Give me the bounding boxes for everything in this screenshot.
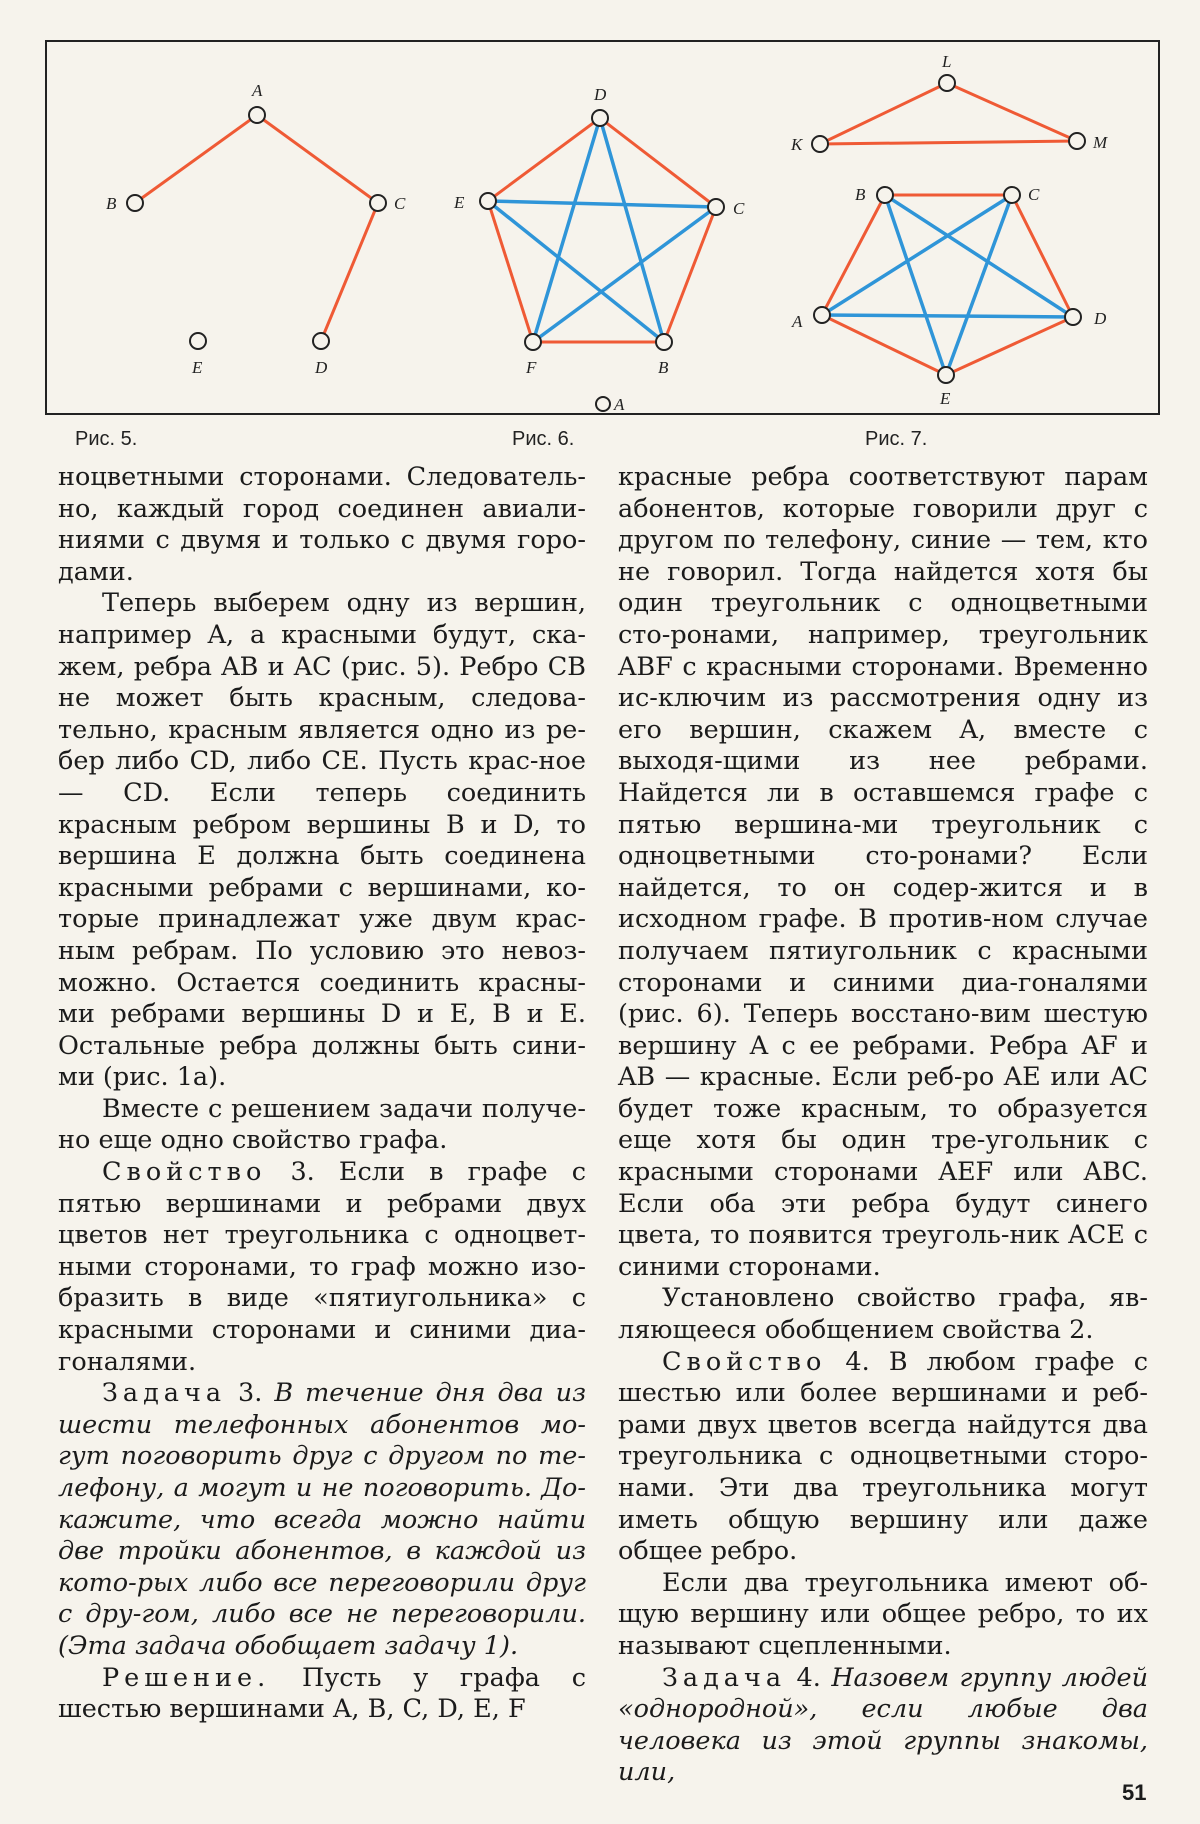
figures-illustration — [0, 0, 1200, 420]
problem-number: 4. — [786, 1662, 832, 1693]
property-heading: Свойство — [662, 1346, 827, 1377]
label-m: M — [1093, 133, 1108, 152]
vertex-e — [190, 333, 206, 349]
label-e: E — [940, 389, 951, 408]
page-number: 51 — [1122, 1780, 1147, 1805]
paragraph: Вместе с решением задачи получе-но еще одно свойство графа. — [58, 1093, 586, 1156]
label-k: K — [791, 135, 803, 154]
figure-5-caption: Рис. 5. — [75, 428, 138, 450]
left-text-column — [58, 462, 586, 1726]
vertex-f — [525, 334, 541, 350]
vertex-a — [596, 397, 610, 411]
edge-b-e — [885, 195, 946, 375]
label-f: F — [526, 358, 537, 377]
property-3-paragraph — [58, 1157, 586, 1378]
paragraph: Если два треугольника имеют об-щую вершину или общее ребро, то их называют сцепленными. — [618, 1567, 1148, 1661]
edge-a-d — [822, 315, 1073, 317]
edge-a-b — [135, 115, 257, 203]
figure-7-caption: Рис. 7. — [865, 428, 928, 450]
figure-6-graph — [453, 85, 745, 414]
label-e: E — [192, 358, 203, 377]
label-a: A — [792, 312, 803, 331]
problem-text: В течение дня два из шести телефонных абонентов мо-гут поговорить друг с другом по те-лефону, а могут и не поговорить. До-кажите, что всегда можно найти две тройки абонентов, в каждой из кото-рых либо все переговорили друг с дру-гом, либо все не переговорили. (Эта задача обобщает задачу 1). — [58, 1378, 586, 1661]
vertex-c — [708, 199, 724, 215]
paragraph: Установлено свойство графа, яв-ляющееся обобщением свойства 2. — [618, 1283, 1148, 1346]
vertex-a — [814, 307, 830, 323]
problem-4-paragraph — [618, 1663, 1148, 1789]
label-b: B — [658, 358, 669, 377]
problem-3-paragraph — [58, 1378, 586, 1662]
vertex-d — [313, 333, 329, 349]
paragraph: красные ребра соответствуют парам абонентов, которые говорили друг с другом по телефону, синие — тем, кто не говорил. Тогда найдется хотя бы один треугольник с одноцветными сто-ронами, например, треугольник ABF с красными сторонами. Временно ис-ключим из рассмотрения одну из его вершин, скажем A, вместе с выходя-щими из нее ребрами. Найдется ли в оставшемся графе с пятью вершина-ми треугольник с одноцветными сто-ронами? Если найдется, то он содер-жится и в исходном графе. В против-ном случае получаем пятиугольник с красными сторонами и синими диа-гоналями (рис. 6). Теперь восстано-вим шестую вершину A с ее ребрами. Ребра AF и AB — красные. Если реб-ро AE или AC будет тоже красным, то образуется еще хотя бы один тре-угольник с красными сторонами AEF или ABC. Если оба эти ребра будут синего цвета, то появится треуголь-ник ACE с синими сторонами. — [618, 462, 1148, 1282]
label-b: B — [855, 185, 866, 204]
solution-text: Пусть у графа с шестью вершинами A, B, C, D, E, F — [58, 1662, 586, 1725]
vertex-e — [480, 193, 496, 209]
vertex-l — [939, 75, 955, 91]
solution-heading: Решение. — [102, 1662, 271, 1693]
label-d: D — [1094, 309, 1107, 328]
vertex-b — [877, 187, 893, 203]
label-c: C — [733, 199, 745, 218]
edge-l-m — [947, 83, 1077, 141]
edge-e-d — [488, 118, 600, 201]
paragraph: ноцветными сторонами. Следователь-но, каждый город соединен авиали-ниями с двумя и только с двумя горо-дами. — [58, 462, 586, 587]
label-d: D — [594, 85, 607, 104]
property-heading: Свойство — [102, 1157, 267, 1188]
problem-heading: Задача — [102, 1378, 227, 1409]
vertex-b — [656, 334, 672, 350]
problem-heading: Задача — [662, 1662, 787, 1693]
vertex-k — [812, 136, 828, 152]
vertex-c — [1004, 187, 1020, 203]
figure-7-graph — [790, 52, 1108, 408]
edge-l-k — [820, 83, 947, 144]
right-text-column — [618, 462, 1148, 1789]
label-d: D — [315, 358, 328, 377]
edge-c-a — [822, 195, 1012, 315]
label-b: B — [106, 194, 117, 213]
vertex-b — [127, 195, 143, 211]
label-l: L — [942, 52, 952, 71]
figure-5-graph — [106, 81, 406, 377]
edge-k-m — [820, 141, 1077, 144]
vertex-e — [938, 367, 954, 383]
figure-6-caption: Рис. 6. — [512, 428, 575, 450]
edge-a-c — [257, 115, 378, 203]
property-text: 4. В любом графе с шестью или более вершинами и реб-рами двух цветов всегда найдутся два треугольника с одноцветными сторо-нами. Эти два треугольника могут иметь общую вершину или даже общее ребро. — [618, 1346, 1148, 1567]
vertex-c — [370, 195, 386, 211]
edge-d-c — [600, 118, 716, 207]
label-c: C — [1028, 185, 1040, 204]
label-e: E — [454, 193, 465, 212]
label-a: A — [614, 395, 625, 414]
property-4-paragraph — [618, 1347, 1148, 1568]
edge-d-f — [533, 118, 600, 342]
edge-e-c — [488, 201, 716, 207]
vertex-m — [1069, 133, 1085, 149]
edge-f-e — [488, 201, 533, 342]
vertex-d — [1065, 309, 1081, 325]
edge-d-b — [600, 118, 664, 342]
paragraph: Теперь выберем одну из вершин, например A, а красными будут, ска-жем, ребра AB и AC (рис. 5). Ребро CB не может быть красным, следова-тельно, красным является одно из ре-бер либо CD, либо CE. Пусть крас-ное — CD. Если теперь соединить красным ребром вершины B и D, то вершина E должна быть соединена красными ребрами с вершинами, ко-торые принадлежат уже двум крас-ным ребрам. По условию это невоз-можно. Остается соединить красны-ми ребрами вершины D и E, B и E. Остальные ребра должны быть сини-ми (рис. 1а). — [58, 588, 586, 1093]
label-c: C — [394, 194, 406, 213]
problem-number: 3. — [226, 1378, 275, 1409]
vertex-d — [592, 110, 608, 126]
solution-paragraph — [58, 1663, 586, 1726]
vertex-a — [249, 107, 265, 123]
property-text: 3. Если в графе с пятью вершинами и ребрами двух цветов нет треугольника с одноцвет-ными сторонами, то граф можно изо-бразить в виде «пятиугольника» с красными сторонами и синими диа-гоналями. — [58, 1157, 586, 1377]
edge-c-d — [321, 203, 378, 341]
label-a: A — [252, 81, 263, 100]
problem-text: Назовем группу людей «однородной», если любые два человека из этой группы знакомы, или, — [618, 1662, 1148, 1788]
edge-e-b — [488, 201, 664, 342]
